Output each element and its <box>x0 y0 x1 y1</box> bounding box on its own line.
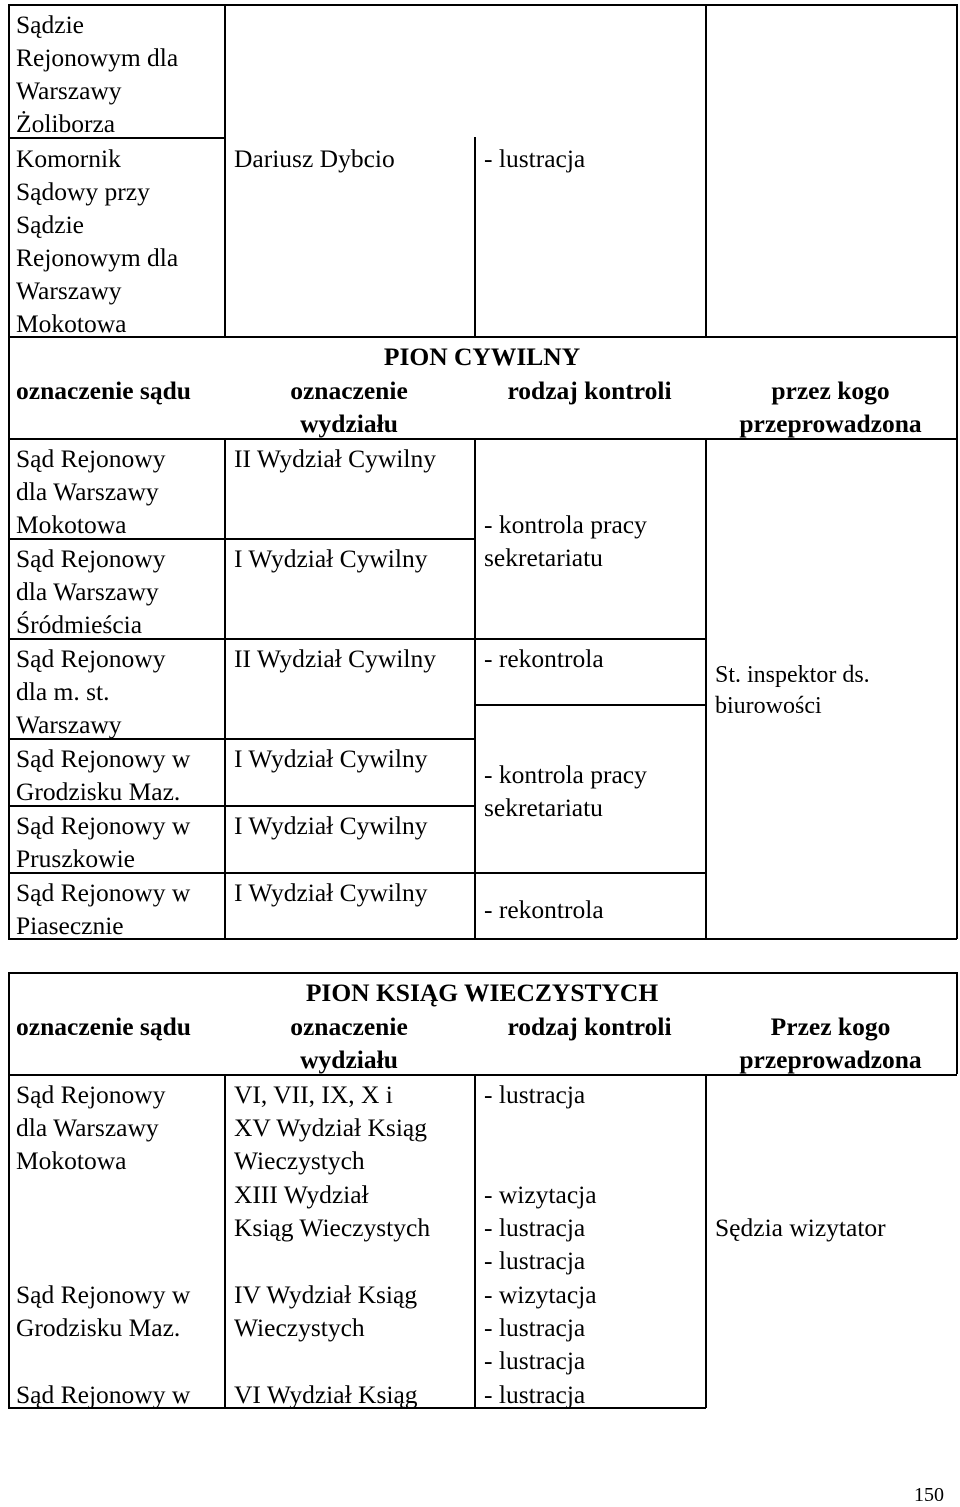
court-name: Sąd Rejonowy w Grodzisku Maz. <box>16 744 191 806</box>
department-name: IV Wydział Ksiąg Wieczystych <box>234 1280 418 1342</box>
department-name: II Wydział Cywilny <box>234 644 436 673</box>
column-header-court: oznaczenie sądu <box>16 1012 191 1041</box>
control-type: - rekontrola <box>484 644 604 673</box>
department-name: XIII Wydział Ksiąg Wieczystych <box>234 1180 431 1242</box>
control-type: - rekontrola <box>484 895 604 924</box>
control-type: - wizytacja - lustracja - lustracja <box>484 1180 597 1275</box>
control-type: - lustracja <box>484 1380 586 1409</box>
court-name: Sąd Rejonowy dla Warszawy Mokotowa <box>16 1080 166 1175</box>
department-name: I Wydział Cywilny <box>234 878 428 907</box>
department-name: VI Wydział Ksiąg <box>234 1380 418 1409</box>
department-name: I Wydział Cywilny <box>234 744 428 773</box>
column-header-control-type: rodzaj kontroli <box>507 376 672 405</box>
court-name: Sąd Rejonowy w <box>16 1380 191 1409</box>
column-header-control-type: rodzaj kontroli <box>507 1012 672 1041</box>
conducted-by: Sędzia wizytator <box>715 1213 886 1242</box>
page-number: 150 <box>914 1484 944 1506</box>
court-name: Komornik Sądowy przy Sądzie Rejonowym dla Warszawy Mokotowa <box>16 144 179 338</box>
control-type: - kontrola pracy sekretariatu <box>484 510 647 572</box>
department-name: I Wydział Cywilny <box>234 811 428 840</box>
court-name: Sąd Rejonowy dla m. st. Warszawy <box>16 644 166 739</box>
court-name: Sądzie Rejonowym dla Warszawy Żoliborza <box>16 10 179 138</box>
court-name: Sąd Rejonowy w Piasecznie <box>16 878 191 940</box>
control-type: - kontrola pracy sekretariatu <box>484 760 647 822</box>
control-type: - lustracja <box>484 144 586 173</box>
court-name: Sąd Rejonowy dla Warszawy Mokotowa <box>16 444 166 539</box>
column-header-department: oznaczenie wydziału <box>290 1012 408 1074</box>
control-type: - wizytacja - lustracja - lustracja <box>484 1280 597 1375</box>
column-header-department: oznaczenie wydziału <box>290 376 408 438</box>
department-name: VI, VII, IX, X i XV Wydział Ksiąg Wieczystych <box>234 1080 427 1175</box>
court-name: Sąd Rejonowy dla Warszawy Śródmieścia <box>16 544 166 639</box>
column-header-conducted-by: przez kogo przeprowadzona <box>739 376 922 438</box>
court-name: Sąd Rejonowy w Grodzisku Maz. <box>16 1280 191 1342</box>
column-header-court: oznaczenie sądu <box>16 376 191 405</box>
court-name: Sąd Rejonowy w Pruszkowie <box>16 811 191 873</box>
column-header-conducted-by: Przez kogo przeprowadzona <box>739 1012 922 1074</box>
section-title: PION KSIĄG WIECZYSTYCH <box>305 978 659 1007</box>
person-name: Dariusz Dybcio <box>234 144 395 173</box>
department-name: I Wydział Cywilny <box>234 544 428 573</box>
department-name: II Wydział Cywilny <box>234 444 436 473</box>
control-type: - lustracja <box>484 1080 586 1109</box>
conducted-by: St. inspektor ds. biurowości <box>715 662 870 719</box>
section-title: PION CYWILNY <box>383 342 581 371</box>
